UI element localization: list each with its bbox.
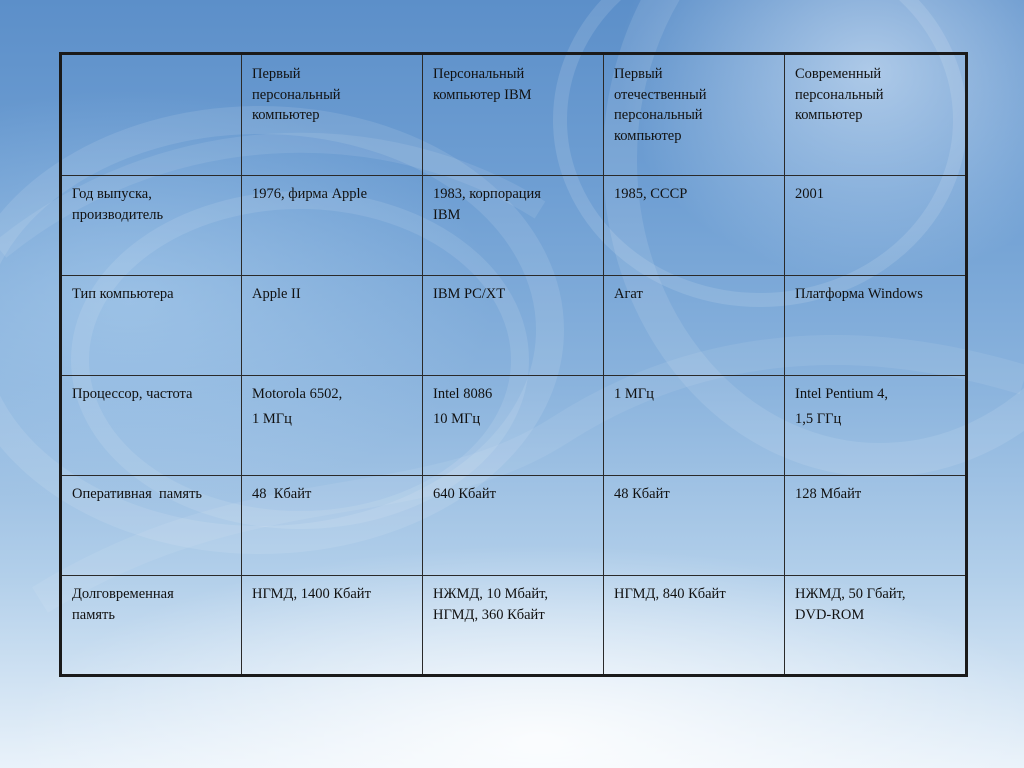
cell-line: 1983, корпорация	[433, 186, 541, 202]
header-cell-first-pc	[242, 54, 423, 176]
header-line: персональный	[795, 86, 884, 103]
table-cell	[242, 276, 423, 376]
table-row-storage	[61, 576, 967, 676]
table-cell	[604, 376, 785, 476]
cell-line: Агат	[614, 286, 643, 302]
cell-line: 1976, фирма Apple	[252, 186, 368, 202]
table-row-computer-type	[61, 276, 967, 376]
table-cell	[604, 176, 785, 276]
header-cell-ibm-pc	[423, 54, 604, 176]
header-cell-domestic-pc	[604, 54, 785, 176]
row-label-line: Долговременная	[72, 586, 174, 602]
header-line: компьютер IBM	[433, 86, 532, 103]
table-cell	[242, 376, 423, 476]
table-cell	[242, 576, 423, 676]
header-line: отечественный	[614, 86, 707, 103]
table-row-ram	[61, 476, 967, 576]
table-cell	[785, 376, 967, 476]
table-cell	[604, 476, 785, 576]
cell-line: IBM	[433, 207, 461, 223]
row-label-cell	[61, 176, 242, 276]
header-line: Персональный	[433, 66, 525, 82]
row-label-line: Процессор, частота	[72, 386, 193, 402]
cell-line: 48 Кбайт	[252, 486, 312, 502]
row-label-line: Оперативная память	[72, 486, 203, 502]
table-cell	[242, 476, 423, 576]
table-row-year-manufacturer	[61, 176, 967, 276]
row-label-line: Тип компьютера	[72, 286, 174, 302]
table-cell	[785, 476, 967, 576]
row-label-cell	[61, 376, 242, 476]
cell-line: НГМД, 1400 Кбайт	[252, 586, 371, 602]
row-label-cell	[61, 476, 242, 576]
row-label-line: производитель	[72, 207, 164, 223]
table-cell	[604, 276, 785, 376]
cell-line: 48 Кбайт	[614, 486, 670, 502]
cell-line: НГМД, 840 Кбайт	[614, 586, 726, 602]
header-line: персональный	[614, 107, 703, 123]
row-label-line: память	[72, 607, 115, 623]
table-header-row	[61, 54, 967, 176]
table-body	[61, 54, 967, 676]
cell-line: Платформа Windows	[795, 286, 923, 302]
table-row-processor	[61, 376, 967, 476]
cell-line: 1 МГц	[614, 386, 654, 402]
header-line: Первый	[252, 66, 301, 82]
header-cell-modern-pc	[785, 54, 967, 176]
table-cell	[785, 176, 967, 276]
table-cell	[423, 476, 604, 576]
table-cell	[423, 576, 604, 676]
header-cell-empty	[61, 54, 242, 176]
table-cell	[423, 176, 604, 276]
header-line: компьютер	[252, 107, 320, 123]
header-line: Современный	[795, 66, 882, 82]
cell-line: DVD-ROM	[795, 607, 865, 623]
cell-line: 2001	[795, 186, 824, 202]
cell-line: 1,5 ГГц	[795, 411, 842, 427]
table-cell	[423, 276, 604, 376]
comparison-table	[59, 52, 968, 677]
table-cell	[423, 376, 604, 476]
cell-line: НЖМД, 10 Мбайт,	[433, 586, 548, 602]
table-cell	[242, 176, 423, 276]
cell-line: 10 МГц	[433, 411, 481, 427]
cell-line: 1985, СССР	[614, 186, 688, 202]
table-cell	[604, 576, 785, 676]
row-label-cell	[61, 276, 242, 376]
header-line: персональный	[252, 86, 341, 103]
cell-line: 640 Кбайт	[433, 486, 496, 502]
header-line: компьютер	[795, 107, 863, 123]
row-label-line: Год выпуска,	[72, 186, 152, 202]
header-line: Первый	[614, 66, 663, 82]
table-cell	[785, 576, 967, 676]
header-line: компьютер	[614, 127, 682, 144]
cell-line: НЖМД, 50 Гбайт,	[795, 586, 906, 602]
cell-line: IBM PC/XT	[433, 286, 506, 302]
table-cell	[785, 276, 967, 376]
cell-line: Motorola 6502,	[252, 386, 343, 402]
cell-line: 1 МГц	[252, 411, 292, 427]
row-label-cell	[61, 576, 242, 676]
cell-line: Intel 8086	[433, 386, 493, 402]
cell-line: НГМД, 360 Кбайт	[433, 607, 545, 623]
cell-line: Intel Pentium 4,	[795, 386, 889, 402]
cell-line: 128 Мбайт	[795, 486, 862, 502]
cell-line: Apple II	[252, 286, 301, 302]
